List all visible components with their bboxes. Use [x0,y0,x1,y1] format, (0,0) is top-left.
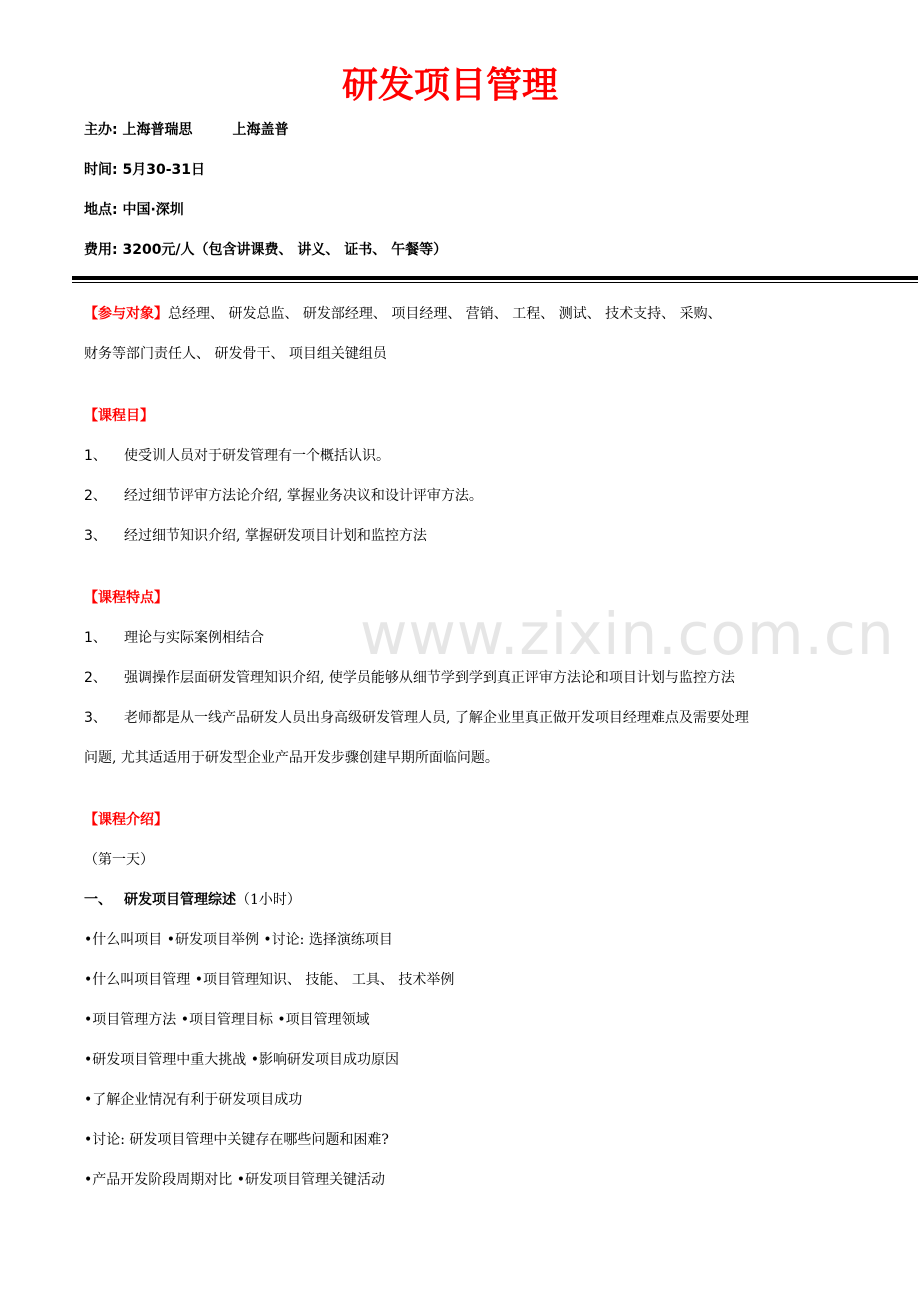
item-number: 1、 [84,448,107,464]
feature-item [84,628,264,648]
organizer-1: 上海普瑞思 [122,122,193,138]
bullet-line: •什么叫项目管理 •项目管理知识、 技能、 工具、 技术举例 [84,972,455,988]
item-text: 经过细节评审方法论介绍, 掌握业务决议和设计评审方法。 [124,488,483,504]
feature-item [84,708,749,728]
fee-line: 费用: 3200元/人（包含讲课费、 讲义、 证书、 午餐等） [84,242,448,258]
watermark: www.zixin.com.cn [360,600,895,668]
item-number: 3、 [84,710,107,726]
page-title: 研发项目管理 [341,65,558,106]
intro-heading: 【课程介绍】 [84,812,168,828]
audience-text-1: 总经理、 研发总监、 研发部经理、 项目经理、 营销、 工程、 测试、 技术支持、 采购、 [168,306,722,322]
bullet-line: •项目管理方法 •项目管理目标 •项目管理领域 [84,1012,370,1028]
section-duration: （1小时） [236,892,301,908]
item-text: 使受训人员对于研发管理有一个概括认识。 [124,448,390,464]
features-heading: 【课程特点】 [84,590,168,606]
feature-continuation: 问题, 尤其适适用于研发型企业产品开发步骤创建早期所面临问题。 [84,750,499,766]
bullet-line: •研发项目管理中重大挑战 •影响研发项目成功原因 [84,1052,399,1068]
item-number: 2、 [84,670,107,686]
day-label: （第一天） [84,852,154,868]
objective-item [84,526,427,546]
organizer-2: 上海盖普 [232,122,289,138]
section-number: 一、 [84,892,112,908]
section-title: 研发项目管理综述 [124,892,236,908]
item-number: 2、 [84,488,107,504]
time-line: 时间: 5月30-31日 [84,162,205,178]
item-text: 强调操作层面研发管理知识介绍, 使学员能够从细节学到学到真正评审方法论和项目计划与监控方法 [124,670,735,686]
item-text: 理论与实际案例相结合 [124,630,264,646]
bullet-line: •什么叫项目 •研发项目举例 •讨论: 选择演练项目 [84,932,393,948]
item-text: 老师都是从一线产品研发人员出身高级研发管理人员, 了解企业里真正做开发项目经理难点及需要处理 [124,710,749,726]
bullet-line: •讨论: 研发项目管理中关键存在哪些问题和困难? [84,1132,389,1148]
objectives-heading: 【课程目】 [84,408,154,424]
item-number: 3、 [84,528,107,544]
item-number: 1、 [84,630,107,646]
bullet-line: •了解企业情况有利于研发项目成功 [84,1092,303,1108]
objective-item [84,486,483,506]
feature-item [84,668,735,688]
divider-thin [72,282,918,283]
audience-line-1 [84,304,722,324]
item-text: 经过细节知识介绍, 掌握研发项目计划和监控方法 [124,528,427,544]
audience-label: 【参与对象】 [84,306,168,322]
place-line: 地点: 中国·深圳 [84,202,184,218]
bullet-line: •产品开发阶段周期对比 •研发项目管理关键活动 [84,1172,385,1188]
section-heading [84,890,301,910]
objective-item [84,446,390,466]
organizer-line [84,120,288,140]
divider-thick [72,276,918,280]
organizer-label: 主办: [84,122,118,138]
audience-line-2: 财务等部门责任人、 研发骨干、 项目组关键组员 [84,346,387,362]
